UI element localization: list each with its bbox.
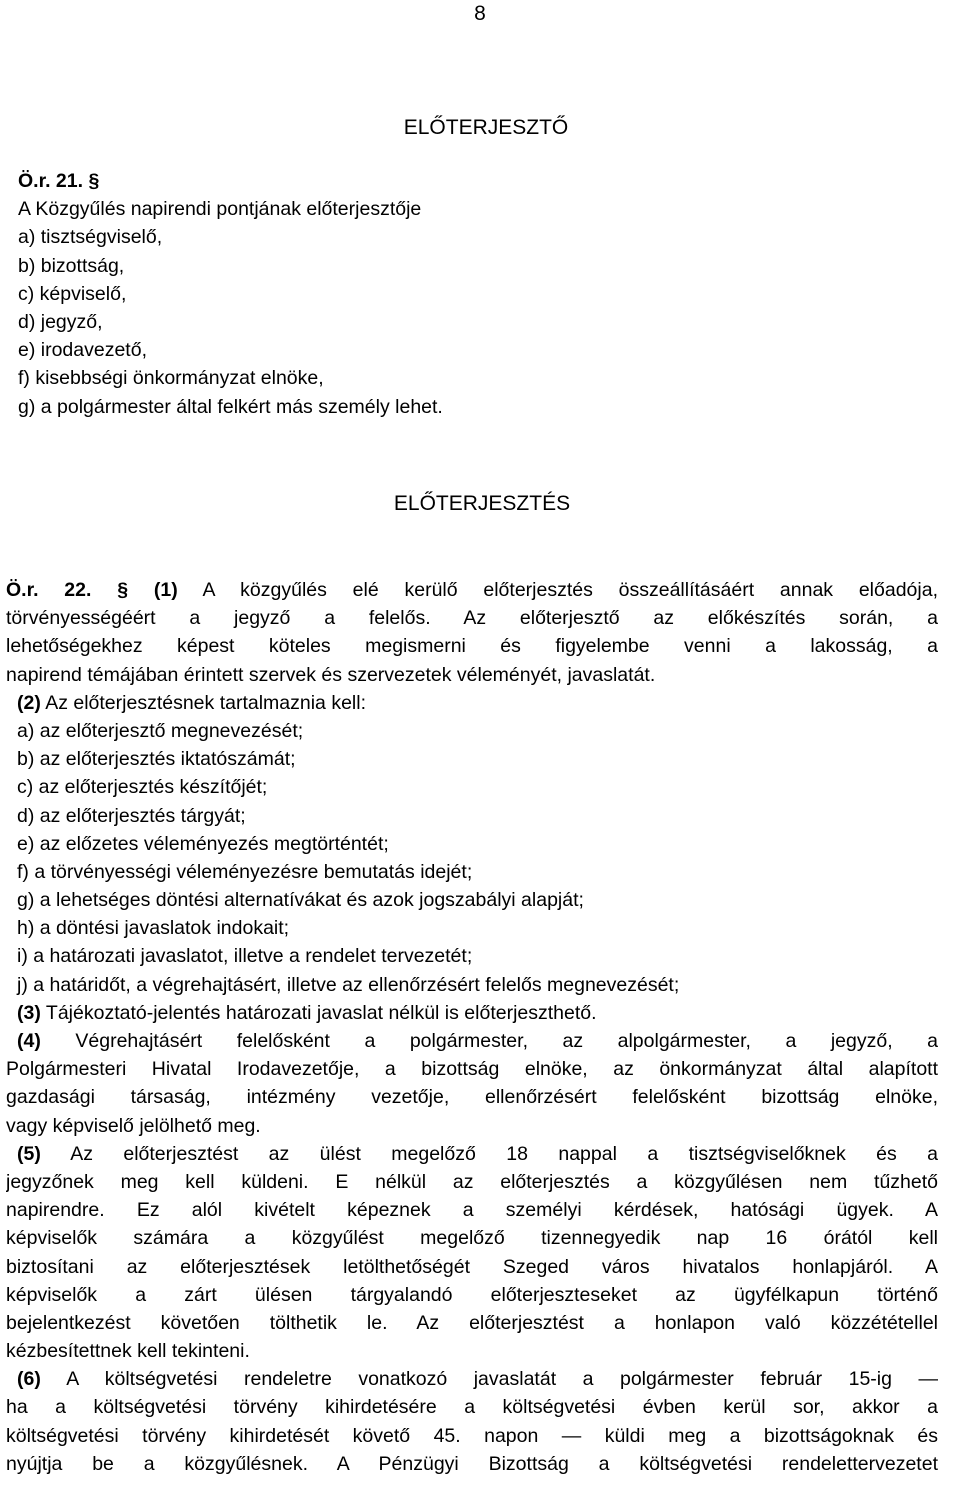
section-21-intro: A Közgyűlés napirendi pontjának előterjesztője xyxy=(18,198,422,221)
section-ref: Ö.r. 22. xyxy=(6,579,92,601)
paragraph-text: A közgyűlés elé kerülő előterjesztés összeállításáért annak előadója, xyxy=(202,579,938,601)
paragraph-number: (5) xyxy=(17,1142,41,1165)
list-item: j) a határidőt, a végrehajtásért, illetve az ellenőrzésért felelős megnevezését; xyxy=(17,973,680,996)
paragraph-number: (3) xyxy=(17,1001,41,1024)
paragraph-symbol: § xyxy=(88,170,100,192)
paragraph-5-line: napirendre. Ez alól kivételt képeznek a személyi kérdések, hatósági ügyek. A xyxy=(6,1199,938,1222)
paragraph-4-line: gazdasági társaság, intézmény vezetője, ellenőrzésért felelősként bizottság elnöke, xyxy=(6,1086,938,1109)
paragraph-number: (2) xyxy=(17,691,41,714)
page-number: 8 xyxy=(474,2,486,25)
paragraph-text: A költségvetési rendeletre vonatkozó javaslatát a polgármester február 15-ig — xyxy=(66,1368,938,1391)
section-21 xyxy=(18,167,946,421)
list-item: e) irodavezető, xyxy=(18,339,147,362)
paragraph-4-line: Polgármesteri Hivatal Irodavezetője, a bizottság elnöke, az önkormányzat által alapított xyxy=(6,1058,938,1081)
paragraph-symbol: § xyxy=(117,579,129,601)
paragraph-number: (4) xyxy=(17,1030,41,1052)
paragraph-text: Az előterjesztésnek tartalmaznia kell: xyxy=(45,691,366,714)
list-item: c) az előterjesztés készítőjét; xyxy=(17,776,268,799)
paragraph-6-line: ha a költségvetési törvény kihirdetésére a költségvetési évben kerül sor, akkor a xyxy=(6,1396,938,1419)
list-item: i) a határozati javaslatot, illetve a rendelet tervezetét; xyxy=(17,945,473,968)
list-item: a) az előterjesztő megnevezését; xyxy=(17,719,304,742)
paragraph-5-line: képviselők számára a közgyűlést megelőző tizennegyedik nap 16 órától kell xyxy=(6,1227,938,1250)
paragraph-1-line: napirend témájában érintett szervek és szervezetek véleményét, javaslatát. xyxy=(6,663,656,686)
paragraph-6-line: költségvetési törvény kihirdetését követő 45. napon — küldi meg a bizottságoknak és xyxy=(6,1424,938,1447)
paragraph-6-line xyxy=(6,1365,938,1393)
list-item: b) az előterjesztés iktatószámát; xyxy=(17,748,296,771)
list-item: a) tisztségviselő, xyxy=(18,226,163,249)
section-21-title xyxy=(18,167,946,195)
paragraph-5-line: biztosítani az előterjesztések letölthetőségét Szeged város hivatalos honlapjáról. A xyxy=(6,1255,938,1278)
paragraph-text: Tájékoztató-jelentés határozati javaslat nélkül is előterjeszthető. xyxy=(45,1001,597,1024)
list-item: g) a polgármester által felkért más személy lehet. xyxy=(18,395,443,418)
list-item: d) jegyző, xyxy=(18,310,103,333)
section-ref: Ö.r. 21. xyxy=(18,170,84,192)
paragraph-3 xyxy=(6,999,938,1027)
paragraph-1-line: lehetőségekhez képest köteles megismerni és figyelembe venni a lakosság, a xyxy=(6,635,938,658)
paragraph-4-line xyxy=(6,1027,938,1055)
paragraph-1-line: törvényességéért a jegyző a felelős. Az előterjesztő az előkészítés során, a xyxy=(6,607,938,630)
paragraph-number: (1) xyxy=(153,579,178,601)
paragraph-number: (6) xyxy=(17,1368,41,1391)
list-item: h) a döntési javaslatok indokait; xyxy=(17,917,290,940)
paragraph-text: Végrehajtásért felelősként a polgármester, az alpolgármester, a jegyző, a xyxy=(75,1030,938,1052)
section-22 xyxy=(6,576,938,1478)
list-item: c) képviselő, xyxy=(18,282,127,305)
list-item: f) kisebbségi önkormányzat elnöke, xyxy=(18,367,324,390)
paragraph-5-line xyxy=(6,1140,938,1168)
list-item: g) a lehetséges döntési alternatívákat és azok jogszabályi alapját; xyxy=(17,889,584,912)
paragraph-5-line: bejelentkezést követően tölthetik le. Az előterjesztést a honlapon való közzététellel xyxy=(6,1311,938,1334)
paragraph-6-line: nyújtja be a közgyűlésnek. A Pénzügyi Bizottság a költségvetési rendelettervezetet xyxy=(6,1452,938,1475)
heading-eloterjeszto: ELŐTERJESZTŐ xyxy=(403,116,569,139)
list-item: b) bizottság, xyxy=(18,254,125,277)
list-item: e) az előzetes véleményezés megtörténtét; xyxy=(17,832,389,855)
paragraph-4-line: vagy képviselő jelölhető meg. xyxy=(6,1114,261,1137)
heading-eloterjesztes: ELŐTERJESZTÉS xyxy=(393,492,571,515)
list-item: d) az előterjesztés tárgyát; xyxy=(17,804,246,827)
paragraph-1-line xyxy=(6,576,938,604)
paragraph-2-intro xyxy=(6,689,938,717)
paragraph-5-line: jegyzőnek meg kell küldeni. E nélkül az előterjesztés a közgyűlésen nem tűzhető xyxy=(6,1170,938,1193)
paragraph-5-line: képviselők a zárt ülésen tárgyalandó előterjeszteseket az ügyfélkapun történő xyxy=(6,1283,938,1306)
paragraph-5-line: kézbesítettnek kell tekinteni. xyxy=(6,1340,250,1363)
paragraph-text: Az előterjesztést az ülést megelőző 18 nappal a tisztségviselőknek és a xyxy=(70,1142,938,1165)
list-item: f) a törvényességi véleményezésre bemutatás idejét; xyxy=(17,860,473,883)
